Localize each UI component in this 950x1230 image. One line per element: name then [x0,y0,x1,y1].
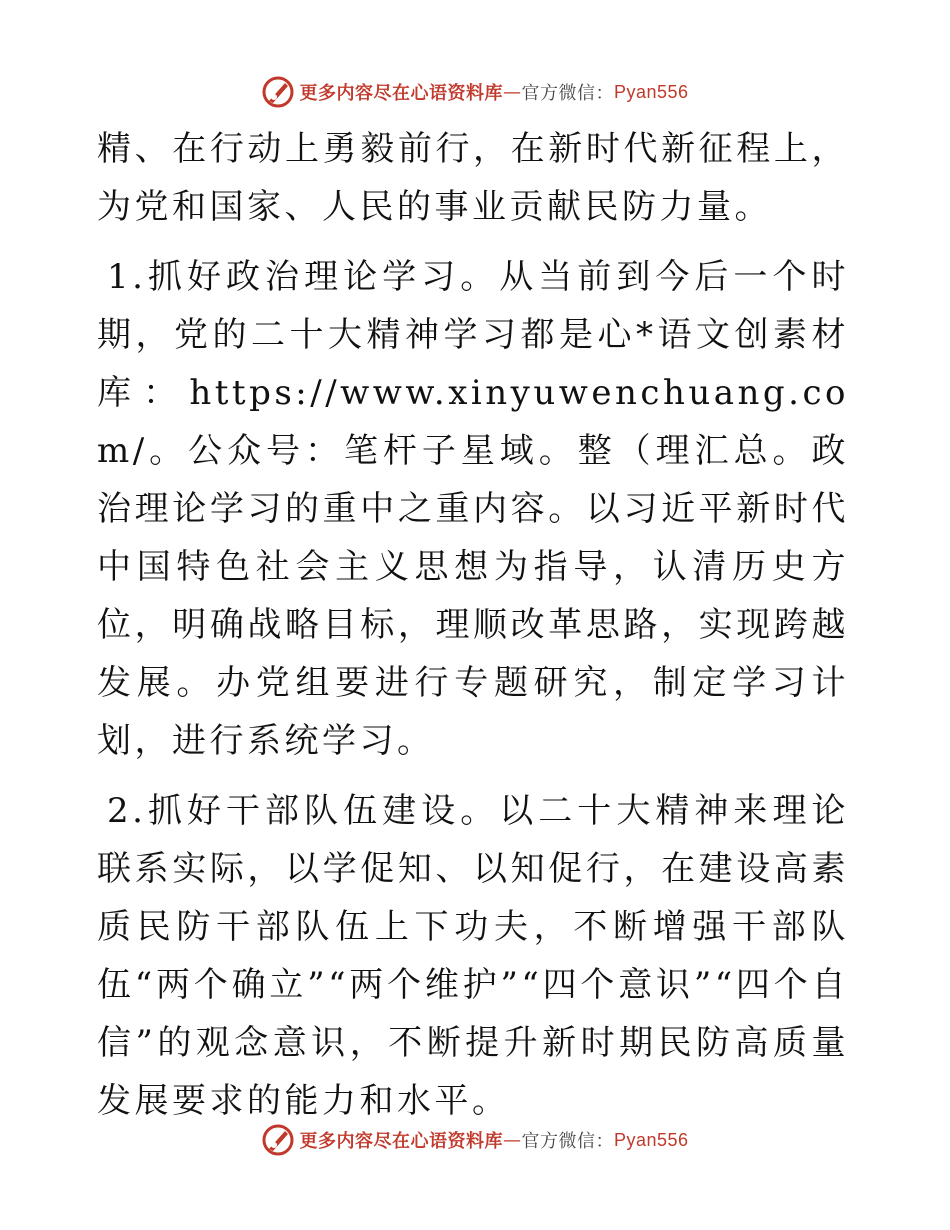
banner-separator: — [502,81,522,103]
banner-wechat-label: 官方微信： [521,1131,614,1152]
banner-separator: — [502,1129,522,1151]
brand-logo-icon [261,1123,295,1157]
banner-main-text: 更多内容尽在心语资料库 [299,1131,503,1152]
paragraph-cadre-building: 2.抓好干部队伍建设。以二十大精神来理论联系实际，以学促知、以知促行，在建设高素质民防干部队伍上下功夫，不断增强干部队伍“两个确立”“两个维护”“四个意识”“四个自信”的观念意识，不断提升新时期民防高质量发展要求的能力和水平。 [97,791,849,1121]
document-body [97,120,849,1130]
paragraph-political-study: 1.抓好政治理论学习。从当前到今后一个时期，党的二十大精神学习都是心*语文创素材库：https://www.xinyuwenchuang.com/。公众号：笔杆子星域。整（理汇总。政治理论学习的重中之重内容。以习近平新时代中国特色社会主义思想为指导，认清历史方位，明确战略目标，理顺改革思路，实现跨越发展。办党组要进行专题研究，制定学习计划，进行系统学习。 [97,257,849,761]
header-banner [0,72,950,112]
banner-wechat-id: Pyan556 [613,81,689,102]
banner-wechat-id: Pyan556 [613,1129,689,1150]
footer-banner [0,1120,950,1160]
banner-wechat-label: 官方微信： [521,83,614,104]
brand-logo-icon [261,75,295,109]
paragraph-intro: 精、在行动上勇毅前行，在新时代新征程上，为党和国家、人民的事业贡献民防力量。 [97,129,849,227]
banner-main-text: 更多内容尽在心语资料库 [299,83,503,104]
